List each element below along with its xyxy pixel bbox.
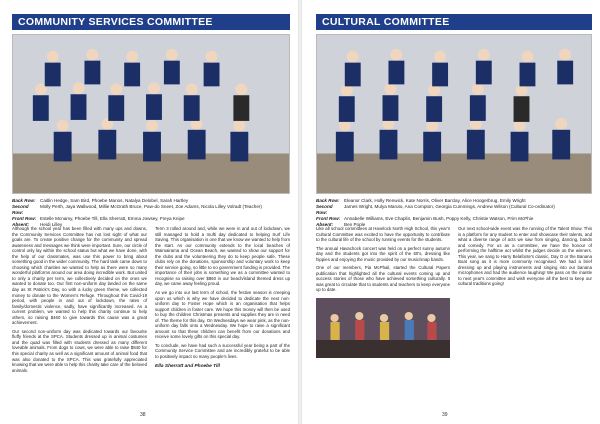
group-photo bbox=[316, 34, 592, 194]
absent-label: Absent: bbox=[316, 222, 334, 227]
paragraph: Like all school committees at Havelock North High School, this year's Cultural Committee was excited to have the opportunity to contribute to the cultural life of the school by running events for the students. bbox=[316, 226, 450, 243]
photo-caption bbox=[12, 198, 290, 228]
second-row-names: James Wright, Mulya Maruto, Ana Compton, Georgia Cummings, Andrew Wilson (Cultural Co-ordinator) bbox=[344, 204, 555, 209]
article-column-1 bbox=[12, 226, 147, 376]
article-column-2 bbox=[458, 226, 592, 358]
paragraph: One of our members, Pia McPhail, started the Cultural Papers publication that highlighted all the cultural events coming up and success stories of those who have achieved something culturally. It was great to circulate that to students and teachers to keep everyone up to date. bbox=[316, 265, 450, 293]
section-title: COMMUNITY SERVICES COMMITTEE bbox=[12, 14, 290, 30]
article-body bbox=[316, 226, 592, 358]
author-signature: Ella Sherratt and Phoebe Till bbox=[155, 363, 220, 369]
second-row-label: Second Row: bbox=[12, 204, 29, 215]
front-row-label: Front Row: bbox=[12, 216, 37, 221]
back-row-names: Eleanor Clark, Holly Renwick, Kate Norris, Oliver Barclay, Alice Hoogerbrug, Emily Wright bbox=[344, 198, 526, 203]
paragraph: Our next school-wide event was the running of the Talent Show. This is a platform for any student to enter and showcase their talents, and what a diverse range of acts we saw from singing, dancing, bands and comedy. For us as a committee, we have the honour of performing the halftime act whilst the judges decide on the winners. This year, we sang to Harry Belafonte's classic, Day O or the Banana Boat song as it is more commonly recognised. We had a brief dressing up and playing instruments and singing into our banana microphones and had the audience laughing! We pass on the mantle to next year's committee and wish everyone all the best to keep our cultural traditions going! bbox=[458, 226, 592, 287]
group-photo bbox=[12, 34, 290, 194]
page-number: 38 bbox=[140, 412, 146, 418]
paragraph: Term 3 rolled around and, while we were in and out of lockdown, we still managed to hold a mufti day dedicated to helping Surf Life Saving. This organisation is one that we know we wanted to help from the start. As our community extends to the local beaches of Waimairama and Ocean Beach, we wanted to show our support for the clubs and the volunteering they do to keep people safe. These clubs rely on the donations, sponsorship and voluntary work to keep their service going, so little to no government funding is provided. The importance of their jobs is something we as a committee wanted to recognise so raising over $860 in our beach/island themed dress up day, we came away feeling proud. bbox=[155, 226, 290, 287]
page-number: 39 bbox=[442, 412, 448, 418]
front-row-names: Estelle Mcnamy, Phoebe Till, Ella Sherratt, Emma Jowsey, Freya Knipe bbox=[40, 216, 185, 221]
paragraph: The annual Havachock concert was held on a perfect sunny autumn day and the students got into the spirit of the 60's, dressing like hippies and enjoying the music provided by our music/snap bands. bbox=[316, 245, 450, 262]
absent-names: Ben Pople bbox=[344, 222, 366, 227]
back-row-label: Back Row: bbox=[12, 198, 36, 203]
absent-label: Absent: bbox=[12, 222, 30, 227]
absent-names: Heidi Lilley bbox=[40, 222, 63, 227]
left-page bbox=[0, 0, 298, 424]
group-photo-image bbox=[13, 35, 289, 193]
concert-photo bbox=[316, 298, 450, 358]
concert-photo-image bbox=[316, 298, 450, 358]
article-column-1 bbox=[316, 226, 450, 358]
second-row-label: Second Row: bbox=[316, 204, 333, 215]
photo-caption bbox=[316, 198, 592, 228]
second-row-names: Molly Perth, Jaya Wallwood, Millie McGrath Bruce, Paw-do Sneet, Zoe Adams, Nicola Lilley Volradt (Teacher) bbox=[40, 204, 262, 209]
paragraph: Although the school year has been filled with many ups and downs, the Community Services Committee has not lost sight of what our goals are. To create positive change for the community and spread awareness and messages we think were important. Sure, our circle of control only lay within the school status but what we have done, with the help of our classmates, was use this power to bring about something good in the wider community. The hard task came down to choosing which charities we wanted to help as there were so many wonderful platforms around our area doing incredible work. But united to only a charity per term, we collectively decided on the ones we wanted to donate too. Our first non-uniform day landed on the same day as St Patrick's Day, so with a lucky green theme, we collected money to donate to the Women's Refuge. Throughout this Covid-19 period, with people in and out of lockdown, the rates of family/domestic violence, sadly, have significantly increased. As a current problem, we wanted to help this charity continue to help others, so raising $460 to give towards this cause was a great achievement. bbox=[12, 226, 147, 326]
section-title: CULTURAL COMMITTEE bbox=[316, 14, 592, 30]
article-column-2 bbox=[155, 226, 290, 376]
article-body bbox=[12, 226, 290, 376]
front-row-label: Front Row: bbox=[316, 216, 341, 221]
paragraph: To conclude, we have had such a successful year being a part of the Community Service Committee and are incredibly grateful to be able to positively impact so many people's lives. bbox=[155, 342, 290, 360]
paragraph: As we go into our last term of school, the festive season is creeping upon us which is why we have decided to dedicate the next non-uniform day to Foster Hope which is an organisation that helps support children in foster care. We hope this money will then be used to buy the children Christmas presents and supplies they are in need of. The theme for this day, On Wednesdays we wear pink, as the non-uniform day falls onto a Wednesday. We hope to raise a significant amount so that these children can benefit from our donations and receive some lovely gifts on this special day. bbox=[155, 290, 290, 340]
group-photo-image bbox=[317, 35, 591, 193]
back-row-names: Caitlin Hedge, Sam Bird, Phoebe Manos, Natalya Delobel, Sarah Hartley bbox=[40, 198, 189, 203]
front-row-names: Annabelle Williams, Eve Chaplin, Benjamin Bush, Poppy Kelly, Christie Watson, Prim McPhie bbox=[344, 216, 534, 221]
paragraph: Our second non-uniform day was dedicated towards our favourite fluffy friends at the SPCA. Students dressed up in animal costumes and the quad was filled with students dressed as many different loveable animals. From dogs to cows, we were able to raise $840 for this special charity as well as a significant amount of animal food that was also donated to the SPCA. This was gratefully appreciated knowing that we were able to help this charity take care of the beloved animals. bbox=[12, 328, 147, 373]
back-row-label: Back Row: bbox=[316, 198, 340, 203]
right-page bbox=[302, 0, 600, 424]
